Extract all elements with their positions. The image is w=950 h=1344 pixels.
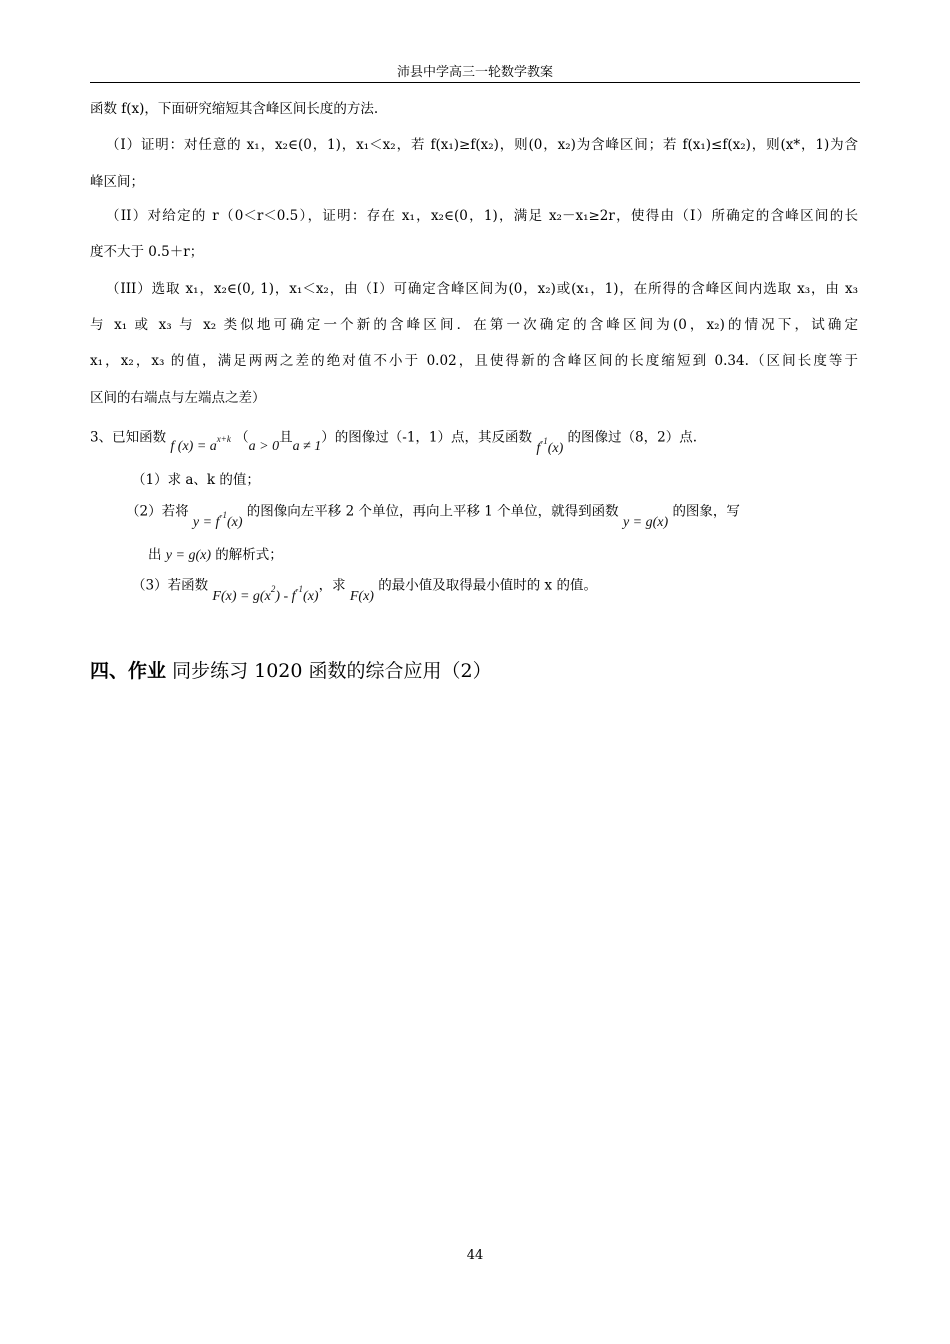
text-line-5: 度不大于 0.5＋r； — [90, 244, 204, 260]
question-2 — [126, 497, 740, 530]
question-2-line-2-prefix: 出 — [148, 547, 162, 563]
problem-3 — [90, 423, 698, 456]
and-text: 且 — [279, 429, 293, 446]
header-divider — [90, 82, 860, 83]
question-2-mid: 的图像向左平移 2 个单位，再向上平移 1 个单位，就得到函数 — [246, 503, 619, 520]
question-1: （1）求 a、k 的值； — [132, 472, 260, 488]
question-3-prefix: （3）若函数 — [132, 577, 209, 594]
question-2-suffix: 的图象，写 — [672, 503, 740, 520]
text-line-9: 区间的右端点与左端点之差） — [90, 390, 266, 406]
formula-g-2: y = g(x) — [165, 548, 211, 563]
formula-F-definition: $F(x) = g(x^2) - f^{-1}(x)$ — [212, 584, 319, 604]
condition-a-not-one: a ≠ 1 — [292, 438, 322, 454]
page-number: 44 — [466, 1248, 484, 1263]
text-line-1: 函数 f(x)，下面研究缩短其含峰区间长度的方法. — [90, 101, 379, 117]
problem-3-suffix: 的图像过（8，2）点. — [567, 429, 698, 446]
condition-a-positive: a > 0 — [248, 438, 280, 454]
text-line-7: 与 x₁ 或 x₃ 与 x₂ 类似地可确定一个新的含峰区间．在第一次确定的含峰区间为(0，x₂)的情况下，试确定 — [90, 317, 858, 333]
question-3 — [132, 571, 597, 604]
section-heading-text: 同步练习 1020 函数的综合应用（2） — [172, 660, 492, 682]
question-2-line-2 — [148, 545, 283, 566]
problem-3-prefix: 3、已知函数 — [90, 429, 167, 446]
text-line-4: （II）对给定的 r（0＜r＜0.5），证明：存在 x₁，x₂∈(0，1)，满足 x₂－x₁≥2r，使得由（I）所确定的含峰区间的长 — [106, 208, 858, 224]
text-line-6: （III）选取 x₁，x₂∈(0, 1)，x₁＜x₂，由（I）可确定含峰区间为(0，x₂)或(x₁，1)，在所得的含峰区间内选取 x₃，由 x₃ — [106, 281, 858, 297]
formula-g: y = g(x) — [622, 514, 669, 530]
question-3-mid: ，求 — [318, 577, 346, 594]
problem-3-mid: ）的图像过（-1，1）点，其反函数 — [321, 429, 533, 446]
formula-f: f $(x) = a^{x+k}$ — [170, 434, 231, 454]
question-2-prefix: （2）若将 — [126, 503, 189, 520]
paren-open: （ — [235, 429, 249, 446]
text-line-8: x₁，x₂，x₃ 的值，满足两两之差的绝对值不小于 0.02，且使得新的含峰区间的长度缩短到 0.34.（区间长度等于 — [90, 353, 858, 369]
text-line-3: 峰区间； — [90, 174, 144, 190]
formula-inverse-y: $y = f^{-1}(x)$ — [192, 510, 243, 530]
section-heading-bold: 四、作业 — [90, 660, 167, 682]
formula-inverse-f: $f^{-1}(x)$ — [536, 436, 564, 456]
text-line-2: （I）证明：对任意的 x₁，x₂∈(0，1)，x₁＜x₂，若 f(x₁)≥f(x₂)，则(0，x₂)为含峰区间；若 f(x₁)≤f(x₂)，则(x*，1)为含 — [106, 137, 858, 153]
question-3-suffix: 的最小值及取得最小值时的 x 的值。 — [378, 577, 597, 594]
section-heading — [90, 658, 492, 684]
formula-F: F(x) — [349, 588, 374, 604]
question-2-line-2-suffix: 的解析式； — [215, 547, 283, 563]
page-header: 沛县中学高三一轮数学教案 — [396, 65, 553, 80]
